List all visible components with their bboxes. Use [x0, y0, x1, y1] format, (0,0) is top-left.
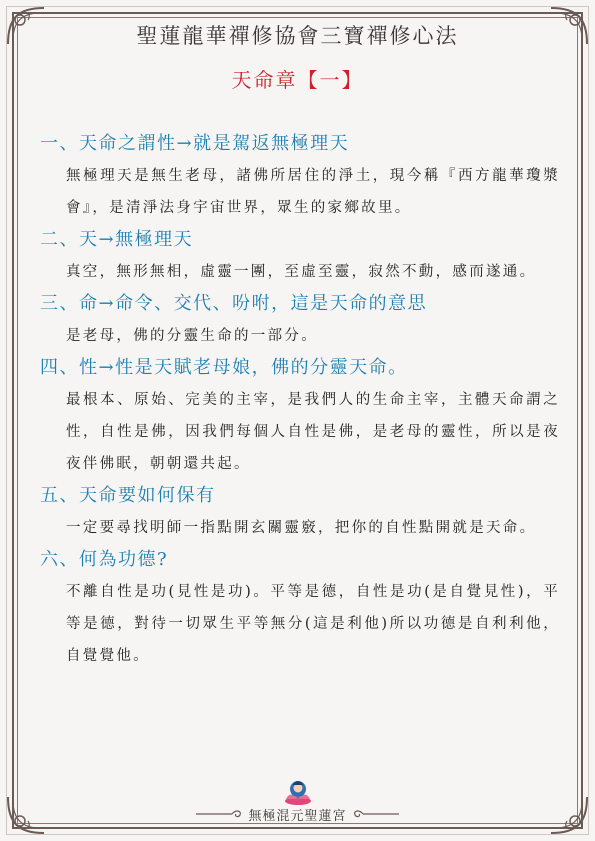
section-body: 真空，無形無相，虛靈一團，至虛至靈，寂然不動，感而遂通。 — [66, 264, 537, 280]
footer-organization: 無極混元聖蓮宮 — [248, 809, 347, 824]
section-heading: 一、天命之謂性→就是駕返無極理天 — [40, 133, 350, 154]
chapter-subtitle: 天命章【一】 — [231, 68, 364, 92]
section-body: 無極理天是無生老母，諸佛所居住的淨土，現今稱『西方龍華瓊漿會』，是清淨法身宇宙世界，眾生的家鄉故里。 — [66, 168, 560, 216]
section-heading: 五、天命要如何保有 — [40, 485, 216, 506]
section-heading: 三、命→命令、交代、吩咐，這是天命的意思 — [40, 293, 428, 314]
section-body: 是老母，佛的分靈生命的一部分。 — [66, 328, 318, 344]
section-heading: 四、性→性是天賦老母娘，佛的分靈天命。 — [40, 357, 408, 378]
section-heading: 六、何為功德? — [40, 549, 169, 570]
section-heading: 二、天→無極理天 — [40, 229, 194, 250]
section-body: 一定要尋找明師一指點開玄關靈竅，把你的自性點開就是天命。 — [66, 520, 537, 536]
lotus-buddha-logo-icon — [282, 776, 314, 806]
section-body: 不離自性是功(見性是功)。平等是德，自性是功(是自覺見性)，平等是德，對待一切眾生平等無分(這是利他)所以功德是自利利他，自覺覺他。 — [66, 584, 560, 664]
page-title: 聖蓮龍華禪修協會三寶禪修心法 — [136, 24, 459, 48]
content — [40, 128, 560, 672]
section-body: 最根本、原始、完美的主宰，是我們人的生命主宰，主體天命謂之性，自性是佛，因我們每個人自性是佛，是老母的靈性，所以是夜夜伴佛眠，朝朝還共起。 — [66, 392, 560, 472]
